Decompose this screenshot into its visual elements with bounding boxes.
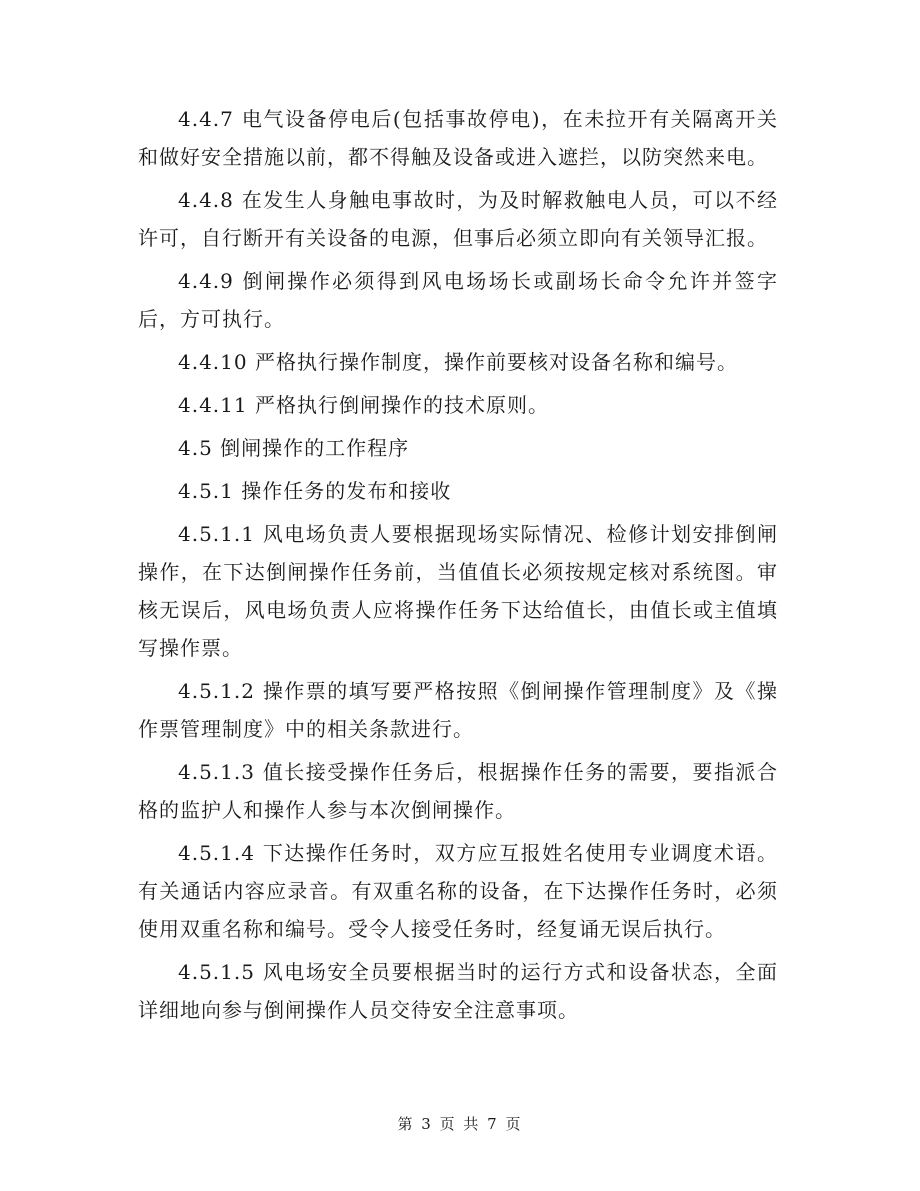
document-body	[138, 100, 778, 1034]
subsection-heading-4-5-1: 4.5.1 操作任务的发布和接收	[178, 479, 452, 503]
paragraph-4-5-1-3: 4.5.1.3 值长接受操作任务后，根据操作任务的需要，要指派合格的监护人和操作人参与本次倒闸操作。	[138, 760, 778, 822]
page-footer	[0, 1114, 920, 1134]
paragraph-4-5-1-4: 4.5.1.4 下达操作任务时，双方应互报姓名使用专业调度术语。有关通话内容应录音。有双重名称的设备，在下达操作任务时，必须使用双重名称和编号。受令人接受任务时，经复诵无误后执行。	[138, 841, 778, 941]
paragraph-4-4-10: 4.4.10 严格执行操作制度，操作前要核对设备名称和编号。	[178, 350, 738, 374]
paragraph-4-5-1-1: 4.5.1.1 风电场负责人要根据现场实际情况、检修计划安排倒闸操作，在下达倒闸操作任务前，当值值长必须按规定核对系统图。审核无误后，风电场负责人应将操作任务下达给值长，由值长或主值填写操作票。	[138, 522, 778, 660]
paragraph-4-5-1-5: 4.5.1.5 风电场安全员要根据当时的运行方式和设备状态，全面详细地向参与倒闸操作人员交待安全注意事项。	[138, 960, 778, 1022]
page-number: 第 3 页 共 7 页	[397, 1115, 523, 1133]
paragraph-4-4-7: 4.4.7 电气设备停电后(包括事故停电)，在未拉开有关隔离开关和做好安全措施以前，都不得触及设备或进入遮拦，以防突然来电。	[138, 107, 778, 169]
paragraph-4-5-1-2: 4.5.1.2 操作票的填写要严格按照《倒闸操作管理制度》及《操作票管理制度》中的相关条款进行。	[138, 679, 778, 741]
paragraph-4-4-9: 4.4.9 倒闸操作必须得到风电场场长或副场长命令允许并签字后，方可执行。	[138, 269, 778, 331]
paragraph-4-4-8: 4.4.8 在发生人身触电事故时，为及时解救触电人员，可以不经许可，自行断开有关设备的电源，但事后必须立即向有关领导汇报。	[138, 188, 778, 250]
paragraph-4-4-11: 4.4.11 严格执行倒闸操作的技术原则。	[178, 393, 549, 417]
section-heading-4-5: 4.5 倒闸操作的工作程序	[178, 436, 410, 460]
